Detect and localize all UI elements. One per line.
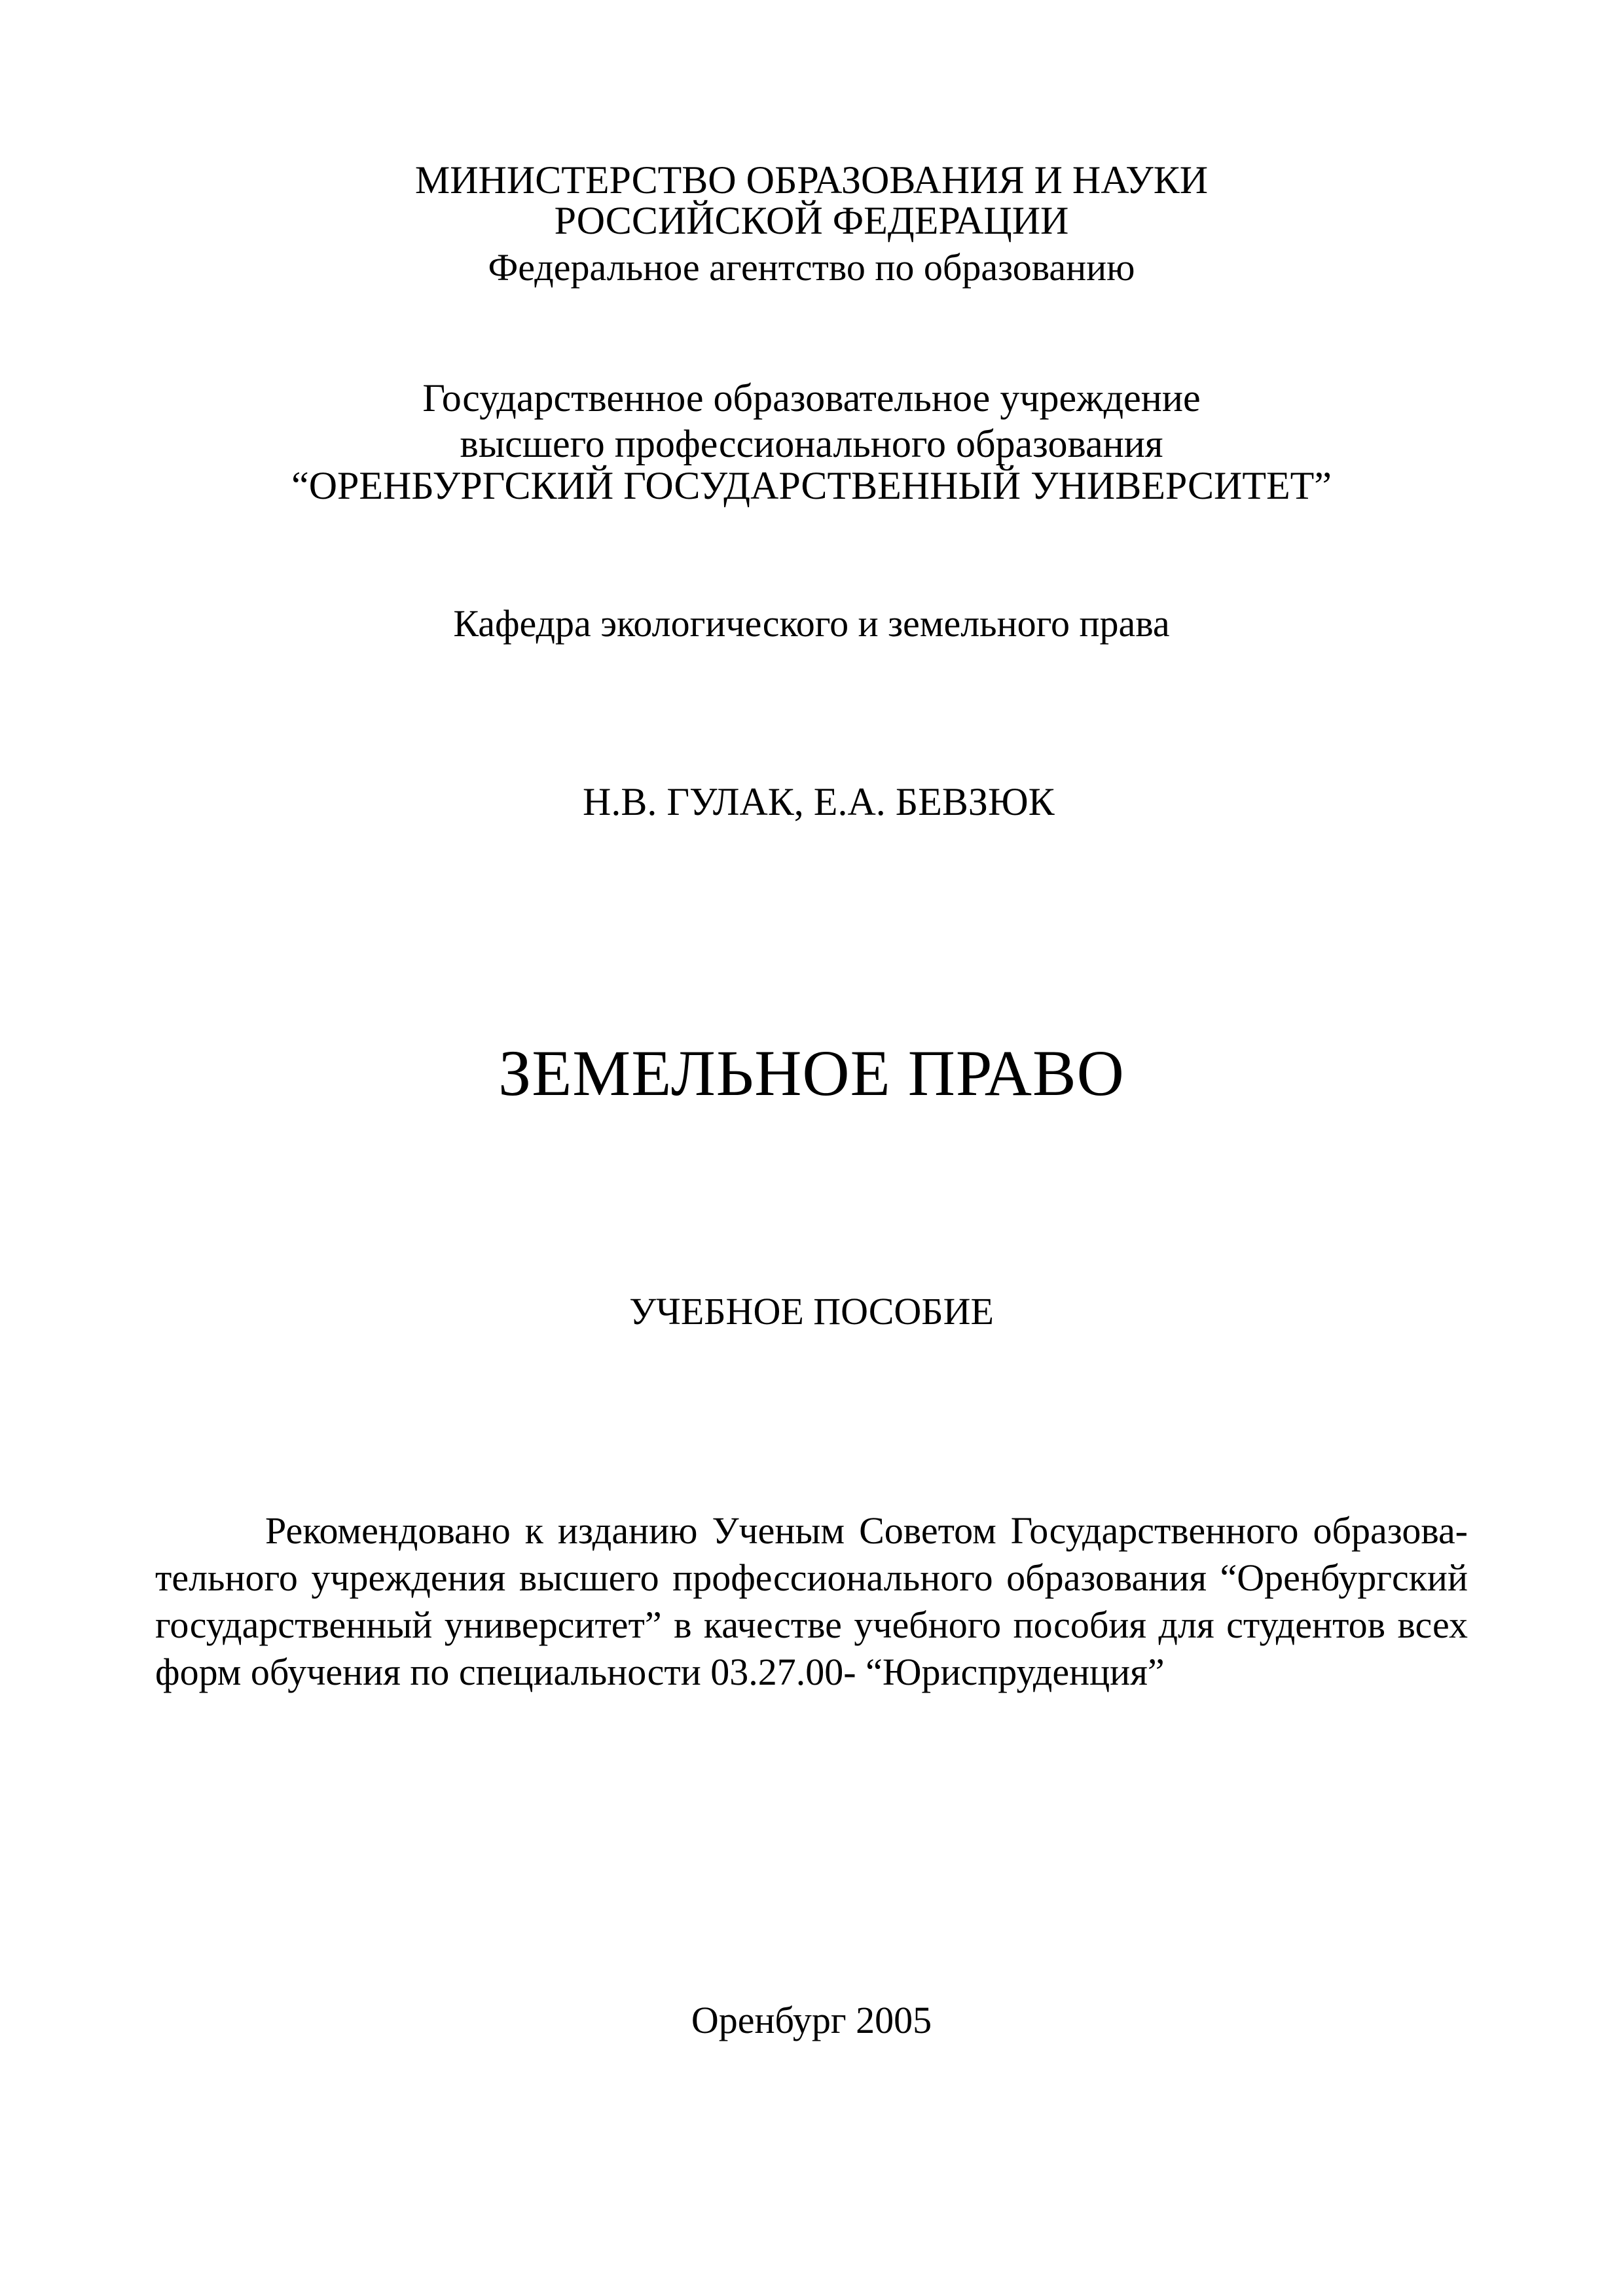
authors: Н.В. ГУЛАК, Е.А. БЕВЗЮК xyxy=(583,780,1055,823)
institution-type: Государственное образовательное учреждение xyxy=(422,376,1201,420)
agency-name: Федеральное агентство по образованию xyxy=(488,246,1135,289)
ministry-heading-line-1: МИНИСТЕРСТВО ОБРАЗОВАНИЯ И НАУКИ xyxy=(414,158,1209,202)
book-subtitle: УЧЕБНОЕ ПОСОБИЕ xyxy=(629,1290,994,1333)
recommendation-line-1: Рекомендовано к изданию Ученым Советом Государственного образова- xyxy=(265,1509,1468,1552)
recommendation-line-3: государственный университет” в качестве учебного пособия для студентов всех xyxy=(155,1604,1468,1646)
recommendation-line-4: форм обучения по специальности 03.27.00- “Юриспруденция” xyxy=(155,1651,1165,1693)
university-name: “ОРЕНБУРГСКИЙ ГОСУДАРСТВЕННЫЙ УНИВЕРСИТЕТ” xyxy=(291,464,1332,507)
book-title: ЗЕМЕЛЬНОЕ ПРАВО xyxy=(498,1037,1125,1109)
ministry-heading-line-2: РОССИЙСКОЙ ФЕДЕРАЦИИ xyxy=(554,199,1069,242)
recommendation-line-2: тельного учреждения высшего профессионального образования “Оренбургский xyxy=(155,1556,1468,1599)
institution-level: высшего профессионального образования xyxy=(460,422,1163,465)
department-name: Кафедра экологического и земельного права xyxy=(453,602,1170,645)
city-and-year: Оренбург 2005 xyxy=(691,1999,932,2041)
